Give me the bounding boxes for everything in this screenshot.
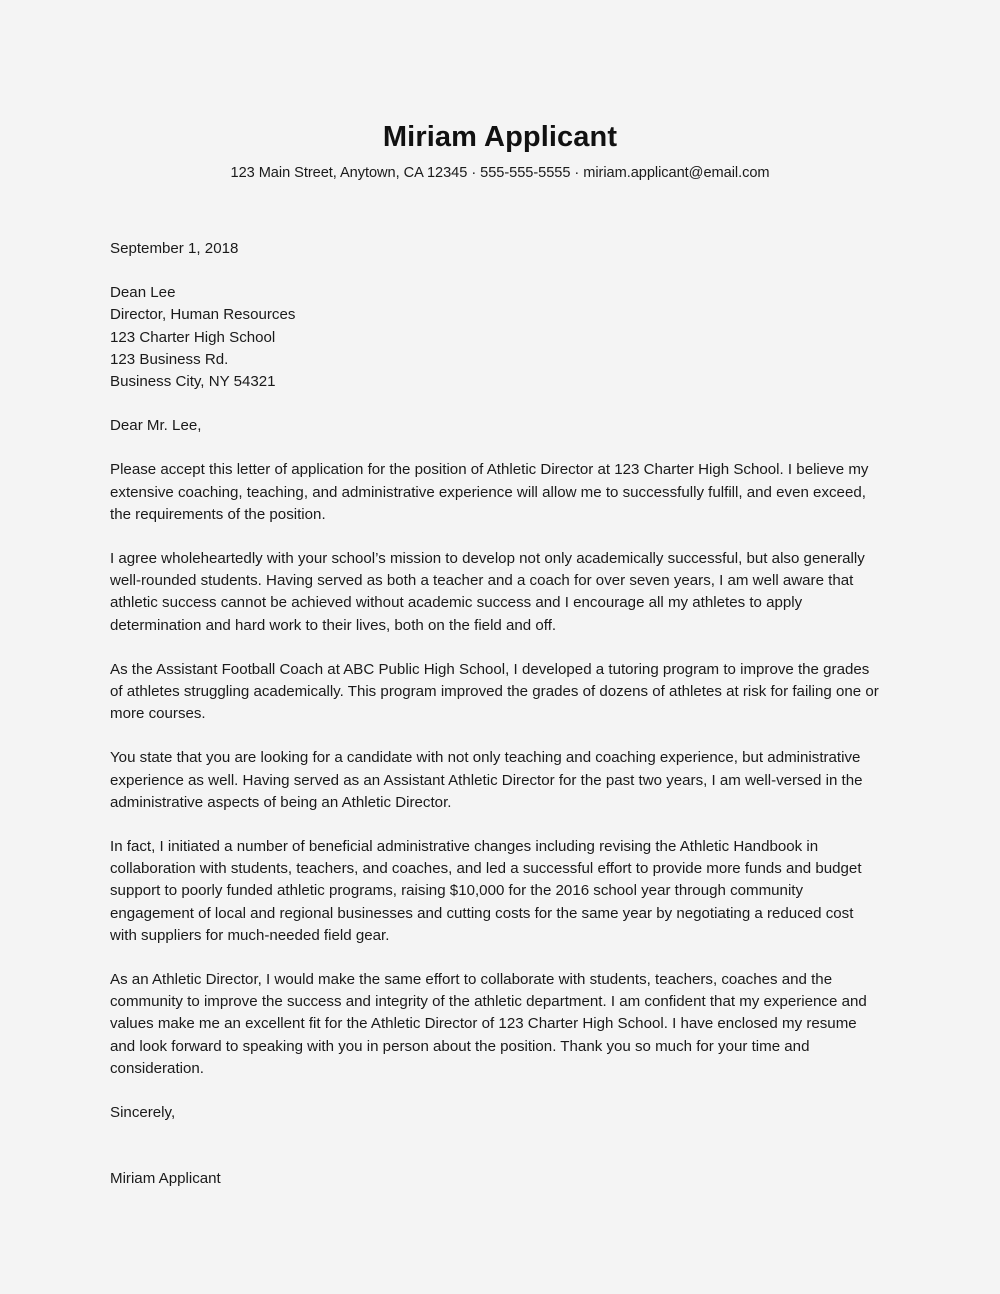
letter-body xyxy=(110,238,882,1191)
letter-date: September 1, 2018 xyxy=(110,239,239,257)
contact-info-line: 123 Main Street, Anytown, CA 12345 · 555-555-5555 · miriam.applicant@email.com xyxy=(230,164,770,181)
letter-paragraph: I agree wholeheartedly with your school’s mission to develop not only academically successful, but also generally well-rounded students. Having served as both a teacher and a coach for over seven years, I am well aware that athletic success cannot be achieved without academic success and I encourage all my athletes to apply determination and hard work to their lives, both on the field and off. xyxy=(110,549,865,634)
letterhead xyxy=(0,0,1000,181)
closing-salutation: Sincerely, xyxy=(110,1103,176,1121)
letter-paragraph: As an Athletic Director, I would make the same effort to collaborate with students, teachers, coaches and the community to improve the success and integrity of the athletic department. I am confident that my experience and values make me an excellent fit for the Athletic Director of 123 Charter High School. I have enclosed my resume and look forward to speaking with you in person about the position. Thank you so much for your time and consideration. xyxy=(110,970,867,1077)
letter-paragraph: You state that you are looking for a candidate with not only teaching and coaching experience, but administrative experience as well. Having served as an Assistant Athletic Director for the past two years, I am well-versed in the administrative aspects of being an Athletic Director. xyxy=(110,749,863,811)
letter-paragraph: As the Assistant Football Coach at ABC Public High School, I developed a tutoring program to improve the grades of athletes struggling academically. This program improved the grades of dozens of athletes at risk for failing one or more courses. xyxy=(110,660,879,723)
recipient-address-block xyxy=(110,282,882,393)
recipient-organization: 123 Charter High School xyxy=(110,328,276,346)
recipient-city-state-zip: Business City, NY 54321 xyxy=(110,372,276,390)
letter-paragraph: In fact, I initiated a number of beneficial administrative changes including revising the Athletic Handbook in collaboration with students, teachers, and coaches, and led a successful effort to provide more funds and budget support to poorly funded athletic programs, raising $10,000 for the 2016 school year through community engagement of local and regional businesses and cutting costs for the same year by negotiating a reduced cost with suppliers for much-needed field gear. xyxy=(110,837,862,944)
recipient-street: 123 Business Rd. xyxy=(110,350,229,368)
recipient-title: Director, Human Resources xyxy=(110,306,296,324)
recipient-name: Dean Lee xyxy=(110,284,176,302)
letter-paragraphs xyxy=(110,459,882,1080)
applicant-name: Miriam Applicant xyxy=(382,121,618,153)
salutation: Dear Mr. Lee, xyxy=(110,417,202,435)
letter-paragraph: Please accept this letter of application for the position of Athletic Director at 123 Charter High School. I believe my extensive coaching, teaching, and administrative experience will allow me to successfully fulfill, and even exceed, the requirements of the position. xyxy=(110,461,869,523)
signature-name: Miriam Applicant xyxy=(110,1170,221,1188)
